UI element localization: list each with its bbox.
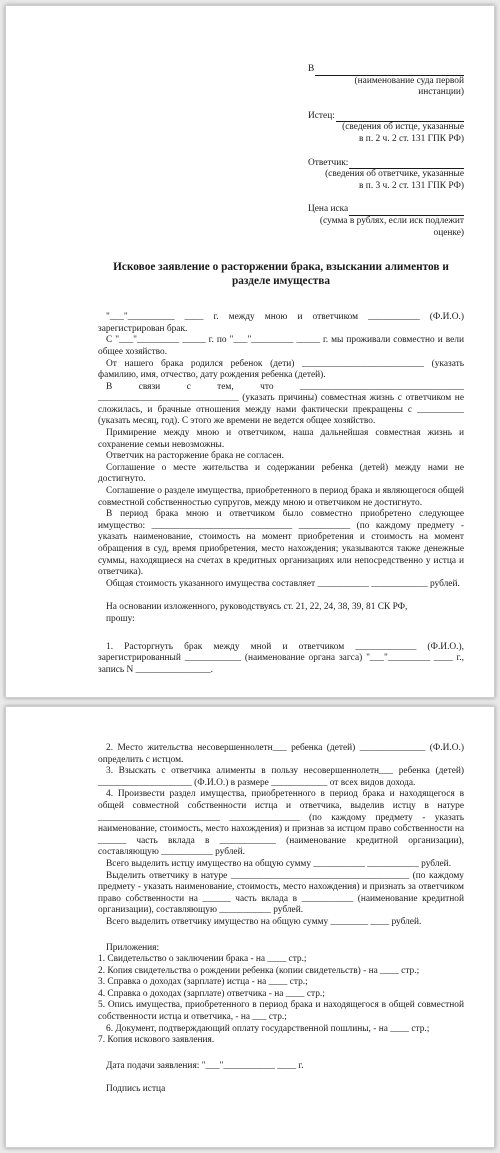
attachment-item: 1. Свидетельство о заключении брака - на ____ стр.; xyxy=(98,954,307,965)
request-total-defendant: Всего выделить ответчику имущество на общую сумму ________ ____ рублей. xyxy=(106,916,422,927)
claim-price-line xyxy=(308,204,464,216)
attachment-item: 3. Справка о доходах (зарплате) истца - на ____ стр.; xyxy=(98,977,308,988)
body-paragraph: Соглашение о разделе имущества, приобретенного в период брака и являющегося общей совместной собственностью супругов, между мною и ответчиком не достигнуто. xyxy=(98,486,464,508)
body-paragraph: Соглашение о месте жительства и содержании ребенка (детей) между нами не достигнуто. xyxy=(98,462,464,485)
defendant-blank xyxy=(349,160,464,169)
claim-price-hint-2: оценке) xyxy=(433,227,464,238)
document-page-2 xyxy=(5,706,495,1148)
recipient-header xyxy=(308,64,464,239)
claim-price-blank xyxy=(349,207,464,216)
attachment-item: 5. Опись имущества, приобретенного в период брака и находящегося в общей совместной собственности истца и ответчика, - на ___ стр.; xyxy=(98,1000,464,1023)
body-paragraph: От нашего брака родился ребенок (дети) __________________________ (указать фамилию, имя, отчество, дату рождения ребенка (детей). xyxy=(98,358,464,381)
filing-date: Дата подачи заявления: "___"___________ ____ г. xyxy=(106,1060,304,1071)
signature-line: Подпись истца xyxy=(106,1084,166,1095)
legal-basis: На основании изложенного, руководствуясь ст. 21, 22, 24, 38, 39, 81 СК РФ, xyxy=(106,602,408,613)
claim-price-hint-1: (сумма в рублях, если иск подлежит xyxy=(319,215,464,226)
body-paragraph: В связи с тем, что ___________________________________ ______________________________ (указать причины) совместная жизнь с ответчиком не сложилась, и брачные отношения между нами фактически прекращены с __________ (указать месяц, год). С этого же времени не ведется общее хозяйство. xyxy=(98,381,464,427)
body-paragraph: Примирение между мною и ответчиком, наша дальнейшая совместная жизнь и сохранение семьи невозможны. xyxy=(98,428,464,450)
request-item-3: 3. Взыскать с ответчика алименты в пользу несовершеннолетн___ ребенка (детей) ____________________ (Ф.И.О.) в размере ____________ от всех видов дохода. xyxy=(98,766,464,788)
defendant-hint-2: в п. 3 ч. 2 ст. 131 ГПК РФ) xyxy=(359,180,464,191)
body-paragraph: В период брака мною и ответчиком было совместно приобретено следующее имущество: ______________________________ ___________ (по каждому предмету - указать наименование, стоимость на момент приобретения и стоимость на момент обращения в суд, время приобретения, место нахождения; указываются также денежные суммы, находящиеся на счетах в кредитных организациях или непосредственно у истца и ответчика). xyxy=(98,509,464,578)
attachment-item: 2. Копия свидетельства о рождении ребенка (копии свидетельств) - на ____ стр.; xyxy=(98,965,420,976)
request-total-plaintiff: Всего выделить истцу имущество на общую сумму ___________ ___________ рублей. xyxy=(106,858,452,869)
request-intro: прошу: xyxy=(106,613,135,624)
plaintiff-label: Истец: xyxy=(308,110,335,121)
body-paragraph: Ответчик на расторжение брака не согласен. xyxy=(106,451,284,462)
request-item-4: 4. Произвести раздел имущества, приобретенного в период брака и находящегося в общей совместной собственности истца и ответчика, выделив истцу в натуре __________________________ _______________ (по каждому предмету - указать наименование, стоимость, место нахождения) и признав за истцом право собственности на ______ часть вклада в ____________ (наименование кредитной организации), составляющую ___________ рублей. xyxy=(98,789,464,858)
claim-price-label: Цена иска xyxy=(308,204,349,215)
attachments-heading: Приложения: xyxy=(106,942,160,953)
court-label: В xyxy=(308,64,315,74)
defendant-line xyxy=(308,158,464,170)
body-paragraph: С "___"_________ _____ г. по "___"_________ _____ г. мы проживали совместно и вели общее хозяйство. xyxy=(98,335,464,357)
closing-block xyxy=(98,1061,464,1096)
defendant-label: Ответчик: xyxy=(308,157,349,168)
body-paragraph: "___"__________ ____ г. между мною и ответчиком ___________ (Ф.И.О.) зарегистрирован брак. xyxy=(98,312,464,334)
body-paragraph: Общая стоимость указанного имущества составляет ___________ ____________ рублей. xyxy=(106,578,460,589)
page-2-content xyxy=(98,743,464,1096)
plaintiff-line xyxy=(308,111,464,123)
plaintiff-hint-2: в п. 2 ч. 2 ст. 131 ГПК РФ) xyxy=(359,133,464,144)
plaintiff-hint-1: (сведения об истце, указанные xyxy=(342,122,464,133)
document-title: Исковое заявление о расторжении брака, взыскании алиментов и разделе имущества xyxy=(113,261,449,287)
request-defendant-share: Выделить ответчику в натуре ______________________________________ (по каждому предмету - указать наименование, стоимость, место нахождения) и признать за ответчиком право собственности на ______ часть вклада в ___________ (наименование кредитной организации), составляющую ___________ рублей. xyxy=(98,870,464,916)
court-hint: (наименование суда первой инстанции) xyxy=(354,75,464,98)
court-line xyxy=(308,64,464,76)
requests-continued xyxy=(98,743,464,929)
document-page-1 xyxy=(5,5,495,698)
attachment-item: 6. Документ, подтверждающий оплату государственной пошлины, - на ____ стр.; xyxy=(106,1023,430,1034)
attachment-item: 4. Справка о доходах (зарплате) ответчика - на ____ стр.; xyxy=(98,988,325,999)
attachment-item: 7. Копия искового заявления. xyxy=(98,1035,215,1046)
court-blank xyxy=(315,67,464,76)
page-1-content xyxy=(98,64,464,676)
request-item-2: 2. Место жительства несовершеннолетн___ ребенка (детей) ______________ (Ф.И.О.) определить с истцом. xyxy=(98,743,464,765)
claim-body xyxy=(98,312,464,676)
request-item-1: 1. Расторгнуть брак между мной и ответчиком _____________ (Ф.И.О.), зарегистрированный ____________ (наименование органа загса) "___"_________ ____ г., запись N ________________. xyxy=(98,641,464,675)
defendant-hint-1: (сведения об ответчике, указанные xyxy=(325,169,464,180)
attachments-list xyxy=(98,943,464,1047)
